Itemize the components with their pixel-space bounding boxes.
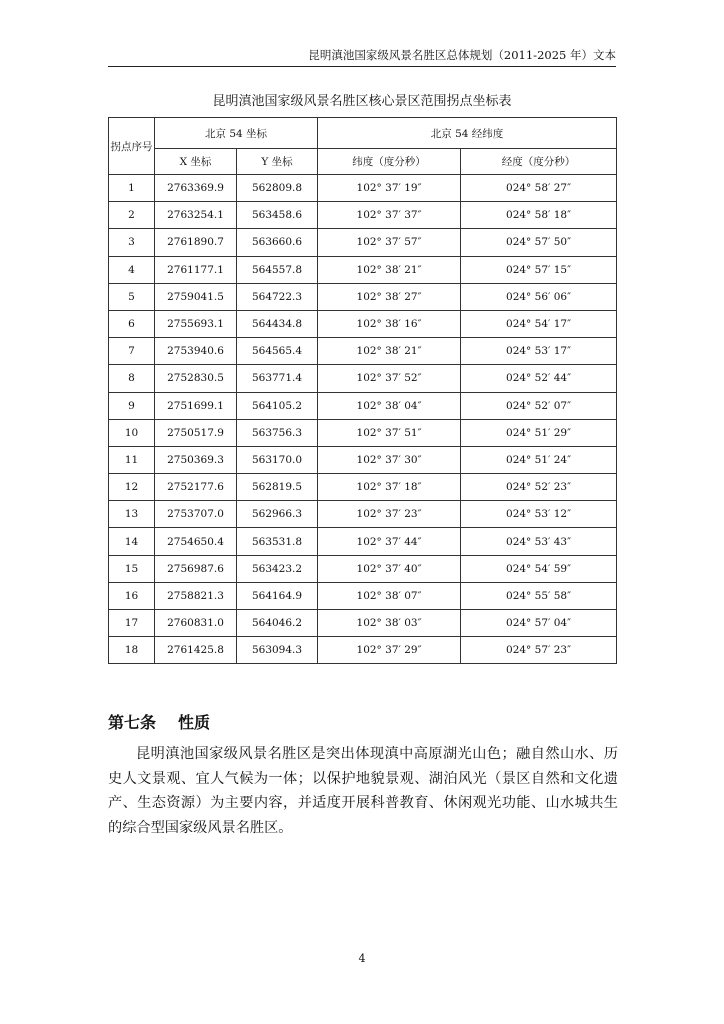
table-row xyxy=(109,555,617,582)
cell-index: 5 xyxy=(109,283,155,310)
cell-lat: 102° 37′ 19″ xyxy=(318,175,461,202)
cell-x: 2751699.1 xyxy=(155,392,237,419)
cell-lat: 102° 38′ 04″ xyxy=(318,392,461,419)
cell-lon: 024° 58′ 18″ xyxy=(461,202,617,229)
cell-x: 2753707.0 xyxy=(155,501,237,528)
cell-y: 563458.6 xyxy=(237,202,318,229)
cell-index: 8 xyxy=(109,365,155,392)
cell-x: 2761177.1 xyxy=(155,256,237,283)
cell-lon: 024° 52′ 44″ xyxy=(461,365,617,392)
table-row xyxy=(109,229,617,256)
section-heading xyxy=(108,712,210,734)
coordinates-table xyxy=(108,117,617,664)
table-title: 昆明滇池国家级风景名胜区核心景区范围拐点坐标表 xyxy=(212,94,512,109)
cell-index: 10 xyxy=(109,419,155,446)
cell-lon: 024° 53′ 12″ xyxy=(461,501,617,528)
table-row xyxy=(109,501,617,528)
header-lon: 经度（度分秒） xyxy=(461,149,617,175)
cell-lon: 024° 52′ 07″ xyxy=(461,392,617,419)
cell-index: 7 xyxy=(109,338,155,365)
cell-y: 562966.3 xyxy=(237,501,318,528)
cell-lat: 102° 37′ 57″ xyxy=(318,229,461,256)
cell-y: 562809.8 xyxy=(237,175,318,202)
cell-x: 2750517.9 xyxy=(155,419,237,446)
cell-lon: 024° 56′ 06″ xyxy=(461,283,617,310)
cell-index: 1 xyxy=(109,175,155,202)
cell-x: 2754650.4 xyxy=(155,528,237,555)
cell-index: 2 xyxy=(109,202,155,229)
cell-y: 564105.2 xyxy=(237,392,318,419)
header-index: 拐点序号 xyxy=(109,118,155,175)
cell-lat: 102° 37′ 29″ xyxy=(318,637,461,664)
cell-lon: 024° 52′ 23″ xyxy=(461,474,617,501)
table-subheader-row xyxy=(109,149,617,175)
cell-x: 2753940.6 xyxy=(155,338,237,365)
cell-x: 2760831.0 xyxy=(155,610,237,637)
cell-y: 563094.3 xyxy=(237,637,318,664)
cell-y: 564565.4 xyxy=(237,338,318,365)
section-body: 昆明滇池国家级风景名胜区是突出体现滇中高原湖光山色；融自然山水、历史人文景观、宜人气候为一体；以保护地貌景观、湖泊风光（景区自然和文化遗产、生态资源）为主要内容，并适度开展科普教育、休闲观光功能、山水城共生的综合型国家级风景名胜区。 xyxy=(108,746,618,836)
table-row xyxy=(109,582,617,609)
table-row xyxy=(109,637,617,664)
cell-y: 563660.6 xyxy=(237,229,318,256)
cell-lon: 024° 53′ 43″ xyxy=(461,528,617,555)
table-row xyxy=(109,338,617,365)
cell-lon: 024° 57′ 50″ xyxy=(461,229,617,256)
cell-x: 2750369.3 xyxy=(155,446,237,473)
cell-lat: 102° 38′ 07″ xyxy=(318,582,461,609)
table-row xyxy=(109,310,617,337)
cell-y: 563771.4 xyxy=(237,365,318,392)
cell-index: 6 xyxy=(109,310,155,337)
cell-lon: 024° 53′ 17″ xyxy=(461,338,617,365)
cell-lat: 102° 37′ 44″ xyxy=(318,528,461,555)
cell-index: 16 xyxy=(109,582,155,609)
cell-index: 18 xyxy=(109,637,155,664)
header-y: Y 坐标 xyxy=(237,149,318,175)
section-title: 性质 xyxy=(178,713,211,732)
table-row xyxy=(109,419,617,446)
table-row xyxy=(109,202,617,229)
cell-lon: 024° 55′ 58″ xyxy=(461,582,617,609)
cell-x: 2756987.6 xyxy=(155,555,237,582)
cell-lon: 024° 57′ 23″ xyxy=(461,637,617,664)
cell-lat: 102° 37′ 52″ xyxy=(318,365,461,392)
cell-x: 2752830.5 xyxy=(155,365,237,392)
cell-lon: 024° 58′ 27″ xyxy=(461,175,617,202)
cell-lat: 102° 38′ 27″ xyxy=(318,283,461,310)
cell-index: 4 xyxy=(109,256,155,283)
table-row xyxy=(109,392,617,419)
cell-lon: 024° 51′ 24″ xyxy=(461,446,617,473)
cell-index: 9 xyxy=(109,392,155,419)
cell-index: 14 xyxy=(109,528,155,555)
cell-lat: 102° 38′ 21″ xyxy=(318,256,461,283)
cell-lon: 024° 54′ 17″ xyxy=(461,310,617,337)
cell-x: 2759041.5 xyxy=(155,283,237,310)
table-row xyxy=(109,283,617,310)
page-number: 4 xyxy=(358,952,366,965)
cell-y: 563423.2 xyxy=(237,555,318,582)
cell-x: 2755693.1 xyxy=(155,310,237,337)
cell-x: 2761890.7 xyxy=(155,229,237,256)
table-row xyxy=(109,256,617,283)
cell-index: 17 xyxy=(109,610,155,637)
header-x: X 坐标 xyxy=(155,149,237,175)
cell-y: 564557.8 xyxy=(237,256,318,283)
cell-lat: 102° 37′ 18″ xyxy=(318,474,461,501)
cell-lat: 102° 37′ 30″ xyxy=(318,446,461,473)
header-lat: 纬度（度分秒） xyxy=(318,149,461,175)
cell-lat: 102° 37′ 51″ xyxy=(318,419,461,446)
cell-lat: 102° 37′ 40″ xyxy=(318,555,461,582)
cell-y: 564164.9 xyxy=(237,582,318,609)
cell-index: 11 xyxy=(109,446,155,473)
header-beijing54-latlon: 北京 54 经纬度 xyxy=(318,118,617,149)
cell-y: 564046.2 xyxy=(237,610,318,637)
table-header-row xyxy=(109,118,617,149)
cell-y: 564434.8 xyxy=(237,310,318,337)
cell-lat: 102° 38′ 16″ xyxy=(318,310,461,337)
cell-index: 12 xyxy=(109,474,155,501)
cell-x: 2758821.3 xyxy=(155,582,237,609)
table-row xyxy=(109,365,617,392)
cell-x: 2752177.6 xyxy=(155,474,237,501)
cell-y: 562819.5 xyxy=(237,474,318,501)
cell-y: 563531.8 xyxy=(237,528,318,555)
cell-lon: 024° 57′ 04″ xyxy=(461,610,617,637)
cell-index: 3 xyxy=(109,229,155,256)
cell-lon: 024° 51′ 29″ xyxy=(461,419,617,446)
cell-x: 2763369.9 xyxy=(155,175,237,202)
cell-y: 563756.3 xyxy=(237,419,318,446)
cell-lon: 024° 54′ 59″ xyxy=(461,555,617,582)
table-row xyxy=(109,446,617,473)
table-row xyxy=(109,175,617,202)
table-row xyxy=(109,474,617,501)
cell-index: 13 xyxy=(109,501,155,528)
header-rule xyxy=(108,66,616,67)
cell-lat: 102° 37′ 37″ xyxy=(318,202,461,229)
cell-x: 2763254.1 xyxy=(155,202,237,229)
cell-lat: 102° 37′ 23″ xyxy=(318,501,461,528)
cell-y: 564722.3 xyxy=(237,283,318,310)
cell-lat: 102° 38′ 21″ xyxy=(318,338,461,365)
cell-lat: 102° 38′ 03″ xyxy=(318,610,461,637)
cell-index: 15 xyxy=(109,555,155,582)
header-beijing54-coords: 北京 54 坐标 xyxy=(155,118,318,149)
cell-y: 563170.0 xyxy=(237,446,318,473)
section-number: 第七条 xyxy=(108,713,157,732)
table-row xyxy=(109,528,617,555)
cell-lon: 024° 57′ 15″ xyxy=(461,256,617,283)
running-header: 昆明滇池国家级风景名胜区总体规划（2011-2025 年）文本 xyxy=(308,48,616,62)
cell-x: 2761425.8 xyxy=(155,637,237,664)
table-row xyxy=(109,610,617,637)
